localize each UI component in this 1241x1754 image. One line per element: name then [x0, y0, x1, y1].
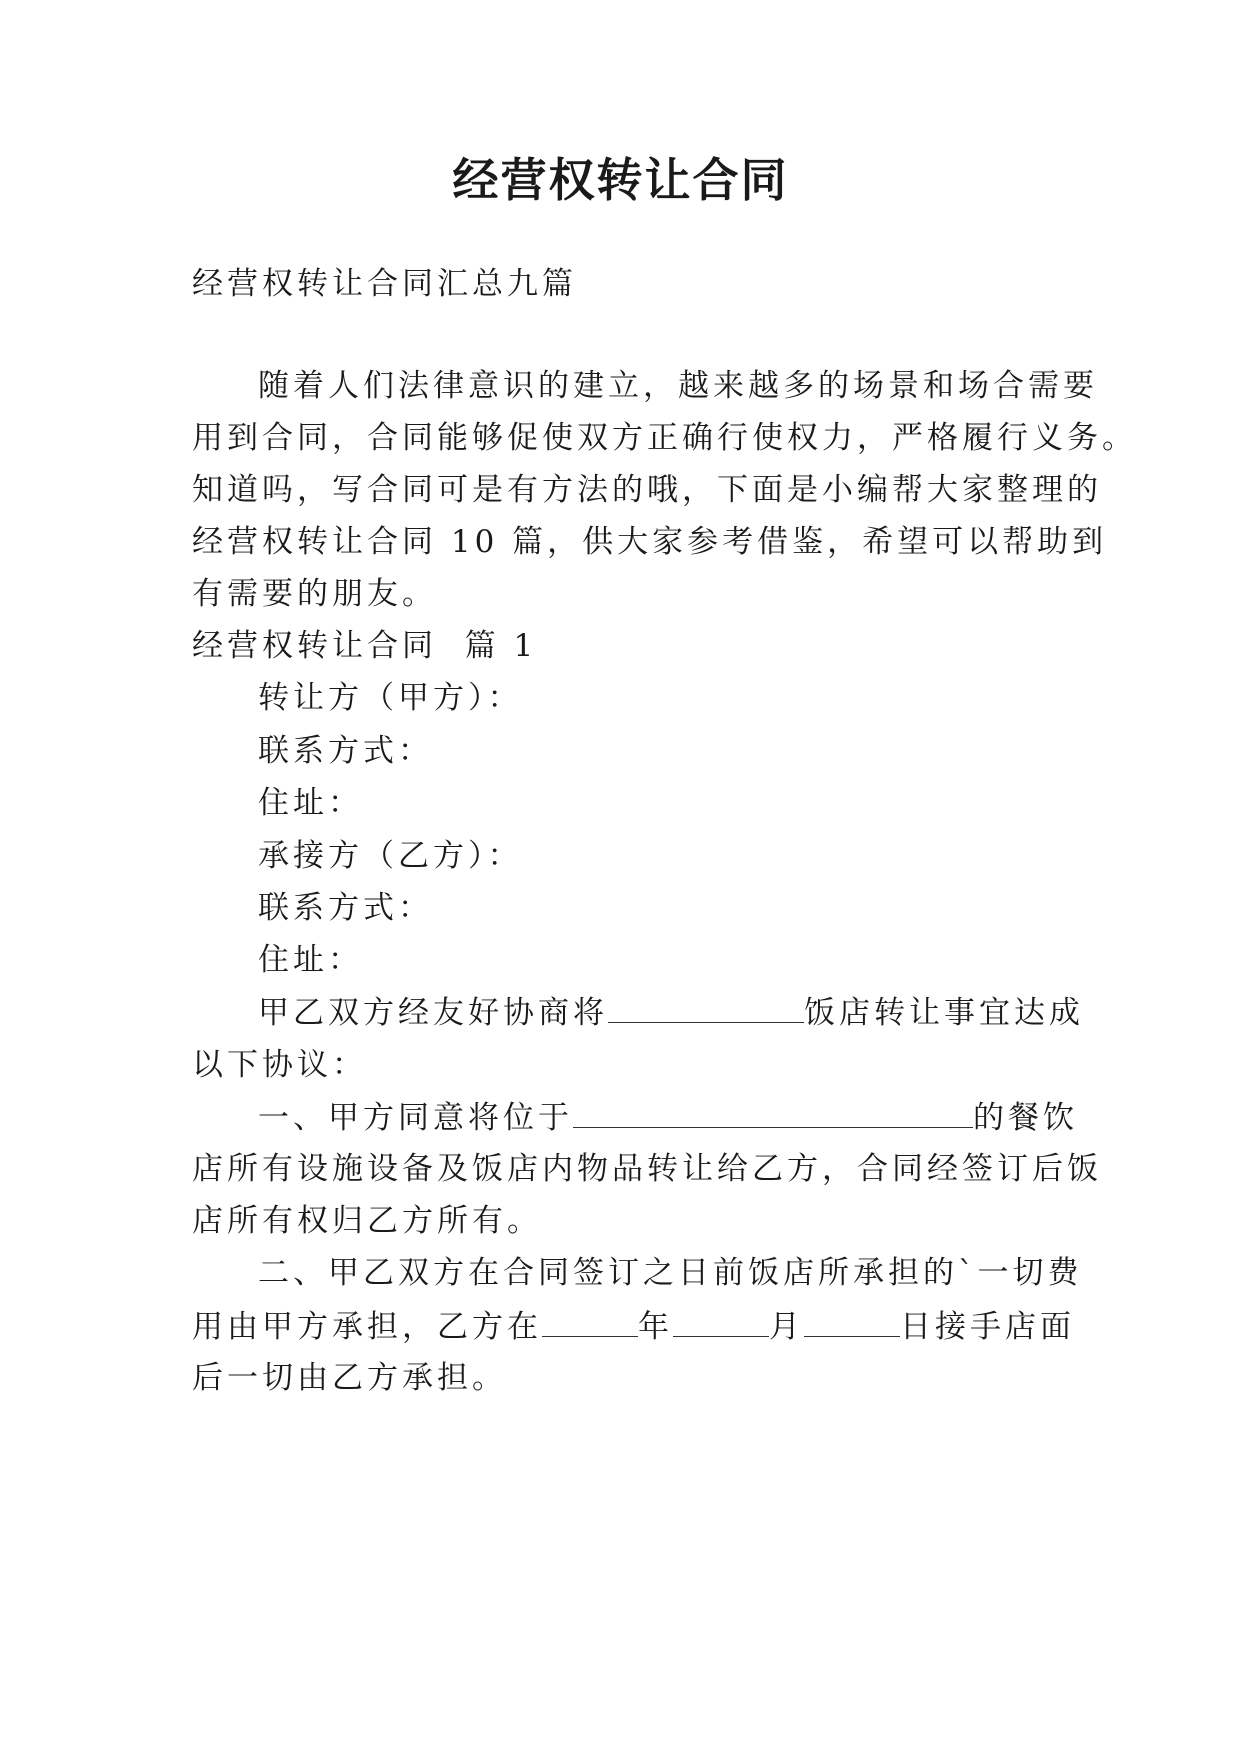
agreement-intro-line-1 — [258, 992, 1084, 1033]
agreement-intro-text-1: 甲乙双方经友好协商将 — [258, 995, 608, 1031]
intro-line-3: 知道吗，写合同可是有方法的哦，下面是小编帮大家整理的 — [192, 472, 1102, 508]
transferee-contact-label: 联系方式： — [258, 890, 433, 926]
location-blank — [573, 1097, 973, 1128]
intro-line-2: 用到合同，合同能够促使双方正确行使权力，严格履行义务。 — [192, 420, 1137, 456]
transferor-address-label: 住址： — [258, 785, 363, 821]
clause-1-line-2: 店所有设施设备及饭店内物品转让给乙方，合同经签订后饭 — [192, 1151, 1102, 1187]
intro-line-1: 随着人们法律意识的建立，越来越多的场景和场合需要 — [258, 368, 1098, 404]
transferee-address-label: 住址： — [258, 942, 363, 978]
agreement-intro-text-2: 饭店转让事宜达成 — [804, 995, 1084, 1031]
transferee-label: 承接方（乙方）： — [258, 838, 523, 874]
clause-2-line-3: 后一切由乙方承担。 — [192, 1360, 507, 1396]
clause-2-line-1: 二、甲乙双方在合同签订之日前饭店所承担的`一切费 — [258, 1255, 1083, 1291]
section-heading: 经营权转让合同 篇 1 — [192, 628, 538, 664]
month-label: 月 — [769, 1309, 804, 1345]
document-title: 经营权转让合同 — [452, 153, 789, 207]
month-blank — [673, 1306, 769, 1337]
transferor-label: 转让方（甲方）： — [258, 680, 523, 716]
clause-2-text-1: 用由甲方承担，乙方在 — [192, 1309, 542, 1345]
year-blank — [542, 1306, 638, 1337]
clause-1-text-2: 的餐饮 — [973, 1100, 1078, 1136]
clause-1-text-1: 一、甲方同意将位于 — [258, 1100, 573, 1136]
restaurant-name-blank — [608, 992, 804, 1023]
clause-1-line-1 — [258, 1097, 1078, 1138]
transferor-contact-label: 联系方式： — [258, 733, 433, 769]
clause-2-text-2: 日接手店面 — [900, 1309, 1075, 1345]
agreement-intro-line-2: 以下协议： — [192, 1047, 367, 1083]
intro-line-5: 有需要的朋友。 — [192, 576, 437, 612]
year-label: 年 — [638, 1309, 673, 1345]
clause-2-line-2 — [192, 1306, 1075, 1347]
document-subtitle: 经营权转让合同汇总九篇 — [192, 266, 577, 302]
clause-1-line-3: 店所有权归乙方所有。 — [192, 1203, 542, 1239]
intro-line-4: 经营权转让合同 10 篇，供大家参考借鉴，希望可以帮助到 — [192, 524, 1108, 560]
day-blank — [804, 1306, 900, 1337]
